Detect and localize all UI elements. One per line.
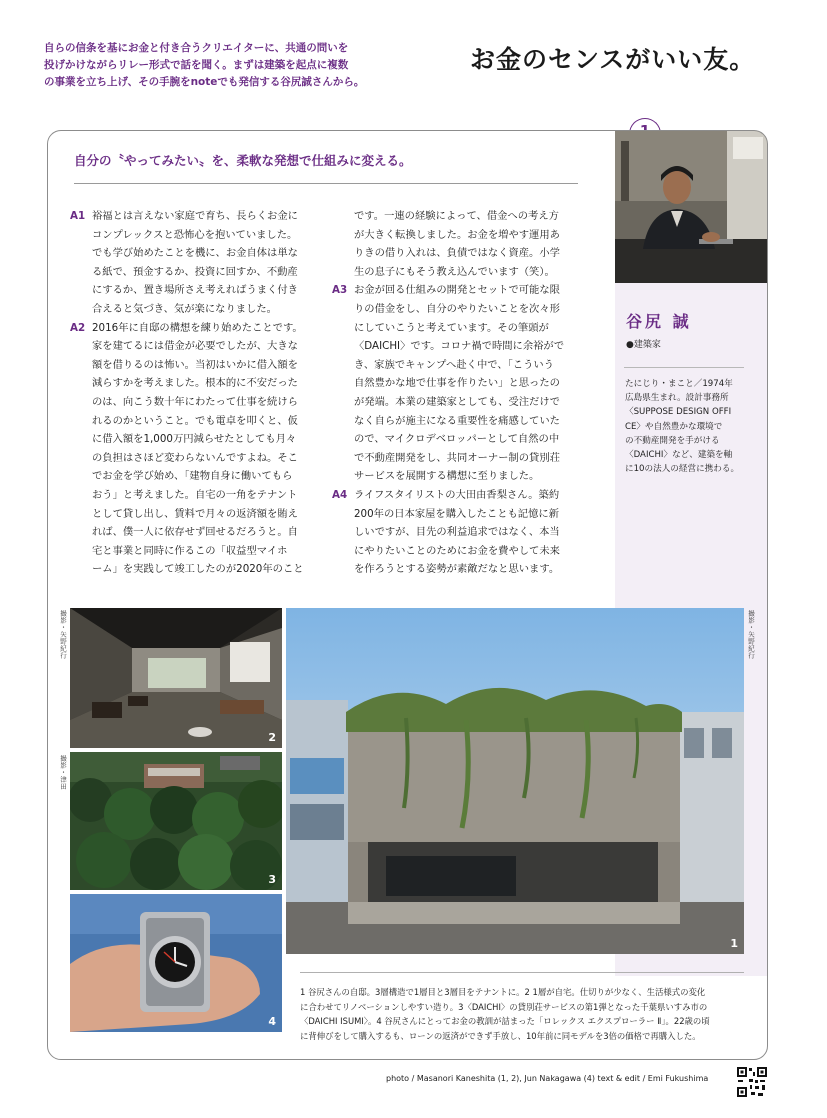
answer-a2: [70, 319, 320, 579]
text-line: ので、マイクロデベロッパーとして自然の中: [354, 433, 560, 446]
photo-aerial-forest: [70, 752, 282, 890]
text-line: なく自らが施主になる重要性を痛感していた: [354, 414, 560, 427]
answer-a4: [332, 486, 582, 579]
text-line: 自然豊かな地で仕事を作りたい」と思ったの: [354, 377, 560, 390]
qr-code-icon: [736, 1066, 768, 1098]
portrait-photo: [615, 131, 768, 283]
answer-a3: [332, 281, 582, 486]
text-line: りきの借り入れは、負債ではなく資産。小学: [354, 247, 560, 260]
answer-label: A4: [332, 488, 348, 501]
text-line: として貸し出し、賃料で月々の返済額を賄え: [92, 507, 298, 520]
bio-line: 〈DAICHI〉など、建築を軸: [625, 450, 733, 461]
text-line: る紙で、預金するか、投資に回すか、不動産: [92, 265, 298, 278]
answer-text: [92, 207, 320, 319]
bio-line: に10の法人の経営に携わる。: [625, 464, 740, 475]
text-line: が発端。本業の建築家としても、受注だけで: [354, 395, 560, 408]
photo-captions: [300, 985, 744, 1043]
photo-number: 2: [268, 731, 276, 744]
text-line: サービスを展開する構想に至りました。: [354, 470, 540, 483]
text-line: に借入額を1,000万円減らせたとしても月々: [92, 433, 297, 446]
caption-line: に背伸びをして購入するも、ローンの返済ができず手放し、10年前に同モデルを3倍の価格で再購入した。: [300, 1030, 701, 1041]
text-line: にするか、置き場所さえ考えればうまく付き: [92, 284, 298, 297]
caption-divider: [300, 972, 744, 973]
answer-label: A3: [332, 284, 348, 297]
text-line: のは、向こう数十年にわたって仕事を続けら: [92, 395, 298, 408]
text-line: です。一連の経験によって、借金への考え方: [354, 210, 559, 222]
answers-column-2: [332, 207, 582, 579]
qr-code-image: [736, 1066, 768, 1098]
answer-a2-continued: [332, 207, 582, 281]
photo-credit: 撮影・矢野紀行: [747, 610, 755, 659]
text-line: 合えると気づき、気が楽になりました。: [92, 302, 277, 315]
text-line: でお金を学び始め、「建物自身に働いてもら: [92, 470, 293, 483]
text-line: れば、僕一人に依存せず回せるだろうと。自: [92, 526, 298, 539]
profile-role: ●建築家: [626, 340, 661, 350]
bio-line: の不動産開発を手がける: [625, 435, 720, 446]
text-line: 〈DAICHI〉です。コロナ禍で時間に余裕がで: [354, 340, 565, 353]
text-line: で不動産開発をし、共同オーナー制の貸別荘: [354, 451, 560, 464]
text-line: 生の息子にもそう教え込んでいます（笑）。: [354, 265, 555, 278]
portrait-image: [615, 131, 768, 283]
text-line: 2016年に自邸の構想を練り始めたことです。: [92, 321, 303, 334]
bio-line: CE〉や自然豊かな環境で: [625, 421, 723, 432]
section-title: 自分の〝やってみたい〟を、柔軟な発想で仕組みに変える。: [74, 153, 412, 168]
intro-lead: [44, 40, 384, 91]
photo-credit: 撮影・矢野紀行: [59, 610, 67, 659]
photo-number: 4: [268, 1015, 276, 1028]
house-image: [286, 608, 744, 954]
profile-divider: [624, 367, 744, 368]
photo-number: 3: [268, 873, 276, 886]
text-line: でも学び始めたことを機に、お金自体は単な: [92, 247, 298, 260]
text-line: が大きく転換しました。お金を増やす運用あ: [354, 228, 560, 241]
watch-image: [70, 894, 282, 1032]
text-line: の負担はさほど変わらないんですよね。そこ: [92, 451, 298, 464]
page-headline: お金のセンスがいい友。: [470, 45, 756, 74]
text-line: ーム」を実践して竣工したのが2020年のこと: [92, 563, 304, 576]
text-line: しいですが、目先の利益追求ではなく、本当: [354, 526, 560, 539]
footer-credits: photo / Masanori Kaneshita (1, 2), Jun Nakagawa (4) text & edit / Emi Fukushima: [386, 1074, 709, 1083]
bio-line: たにじり・まこと／1974年: [625, 379, 733, 389]
answer-label: A2: [70, 321, 86, 334]
text-line: にやりたいことのためにお金を費やして未来: [354, 544, 560, 557]
text-line: お金が回る仕組みの開発とセットで可能な限: [354, 284, 560, 297]
caption-line: に合わせてリノベーションしやすい造り。3〈DAICHI〉の貸別荘サービスの第1弾となった千葉県いすみ市の: [300, 1001, 708, 1012]
text-line: ライフスタイリストの大田由香梨さん。築約: [354, 488, 560, 501]
text-line: 額を借りるのは怖い。当初はいかに借入額を: [92, 358, 298, 371]
intro-line: 投げかけながらリレー形式で話を聞く。まずは建築を起点に複数: [44, 59, 349, 71]
bio-line: 広島県生まれ。設計事務所: [625, 393, 729, 404]
caption-line: 1 谷尻さんの自邸。3層構造で1層目と3層目をテナントに。2 1層が自宅。仕切りが少なく、生活様式の変化: [300, 987, 706, 997]
caption-line: 〈DAICHI ISUMI〉。4 谷尻さんにとってお金の教訓が詰まった「ロレックス エクスプローラー Ⅱ」。22歳の頃: [300, 1016, 710, 1026]
text-line: を作ろうとする姿勢が素敵だなと思います。: [354, 563, 560, 576]
text-line: にしていこうと考えています。その筆頭が: [354, 321, 549, 334]
answer-text: [92, 319, 320, 579]
text-line: れるのかということ。でも電卓を叩くと、仮: [92, 414, 298, 427]
photo-watch: [70, 894, 282, 1032]
answer-label: A1: [70, 210, 86, 222]
text-line: 宅と事業と同時に作るこの「収益型マイホ: [92, 544, 288, 557]
photo-credit: 撮影・津田: [59, 755, 67, 790]
photo-house-exterior: [286, 608, 744, 954]
forest-image: [70, 752, 282, 890]
text-line: 裕福とは言えない家庭で育ち、長らくお金に: [92, 210, 298, 222]
bio-line: 〈SUPPOSE DESIGN OFFI: [625, 407, 732, 418]
profile-bio: [625, 377, 757, 476]
photo-number: 1: [730, 937, 738, 950]
text-line: りの借金をし、自分のやりたいことを次々形: [354, 302, 560, 315]
photo-interior: [70, 608, 282, 748]
text-line: コンプレックスと恐怖心を抱いていました。: [92, 228, 298, 241]
text-line: おう」と考えました。自宅の一角をテナント: [92, 488, 298, 501]
text-line: き、家族でキャンプへ赴く中で、「こういう: [354, 358, 554, 371]
title-divider: [74, 183, 578, 184]
answer-a1: [70, 207, 320, 319]
interior-image: [70, 608, 282, 748]
text-line: 200年の日本家屋を購入したことも記憶に新: [354, 507, 559, 520]
intro-line: の事業を立ち上げ、その手腕をnoteでも発信する谷尻誠さんから。: [44, 76, 365, 88]
answers-column-1: [70, 207, 320, 579]
answer-text: [354, 486, 582, 579]
text-line: 家を建てるには借金が必要でしたが、大きな: [92, 340, 298, 353]
profile-name: 谷尻 誠: [626, 312, 692, 331]
answer-text: [354, 281, 582, 486]
text-line: 減らすかを考えました。根本的に不安だった: [92, 377, 298, 390]
intro-line: 自らの信条を基にお金と付き合うクリエイターに、共通の問いを: [44, 42, 349, 54]
